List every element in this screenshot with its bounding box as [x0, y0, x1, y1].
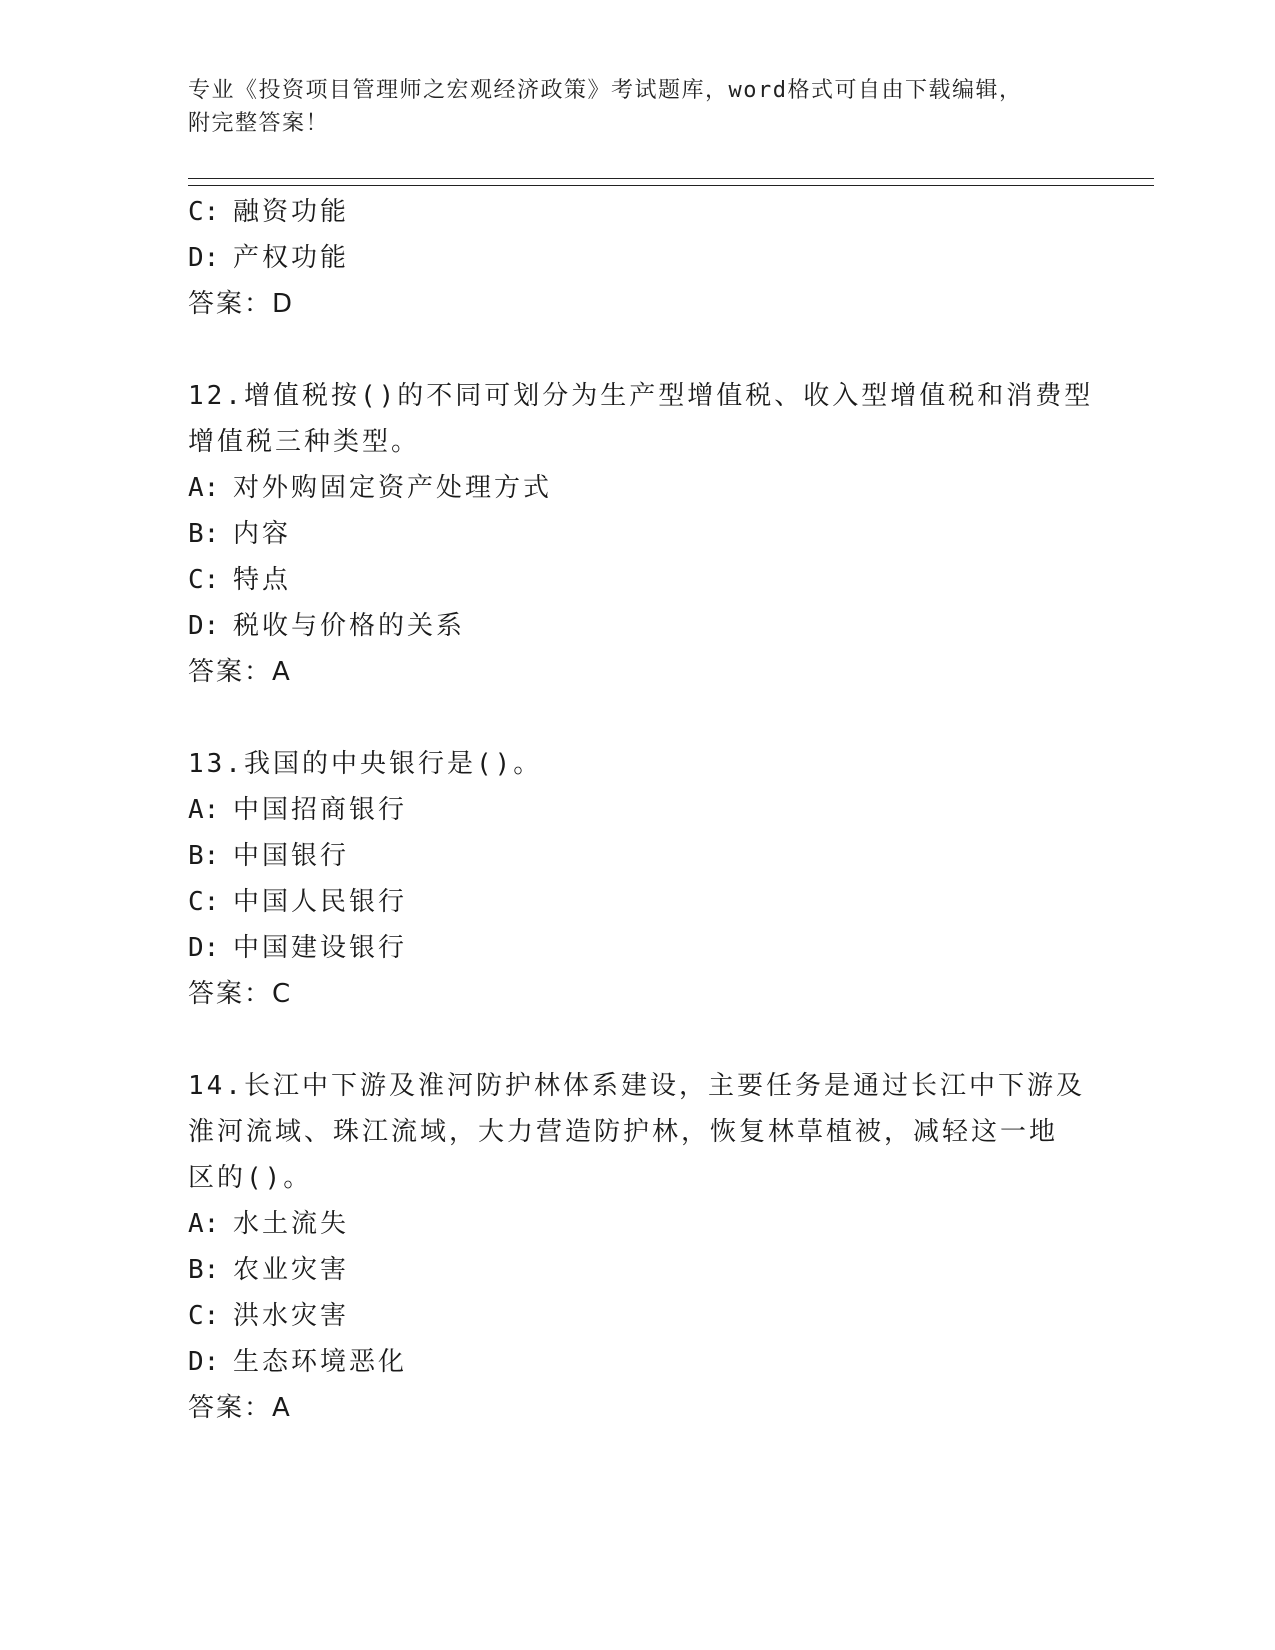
option-letter: D: [188, 933, 220, 963]
option-c [188, 879, 1088, 925]
option-b [188, 1247, 1088, 1293]
option-text: 税收与价格的关系 [233, 611, 466, 641]
question-14 [188, 1063, 1088, 1431]
option-letter: C: [188, 1301, 220, 1331]
option-letter: D: [188, 243, 220, 273]
spacer [188, 1017, 1088, 1063]
option-a [188, 787, 1088, 833]
option-letter: A: [188, 795, 220, 825]
option-text: 生态环境恶化 [233, 1347, 408, 1377]
option-letter: D: [188, 611, 220, 641]
option-text: 特点 [233, 565, 292, 595]
answer-line: 答案：A [188, 1393, 292, 1423]
answer-line: 答案：C [188, 979, 293, 1009]
option-text: 中国银行 [233, 841, 350, 871]
option-text: 内容 [233, 519, 292, 549]
spacer [188, 327, 1088, 373]
option-letter: D: [188, 1347, 220, 1377]
option-text: 产权功能 [233, 243, 350, 273]
option-d [188, 1339, 1088, 1385]
question-list [188, 189, 1094, 1431]
option-text: 洪水灾害 [233, 1301, 350, 1331]
answer-line: 答案：D [188, 289, 295, 319]
question-stem: 区的()。 [188, 1163, 313, 1193]
option-d [188, 235, 1088, 281]
header-line-2: 附完整答案！ [188, 111, 330, 136]
option-letter: A: [188, 1209, 220, 1239]
question-13 [188, 741, 1088, 1017]
option-d [188, 925, 1088, 971]
option-a [188, 465, 1088, 511]
spacer [188, 695, 1088, 741]
question-stem: 增值税三种类型。 [188, 427, 421, 457]
option-letter: B: [188, 1255, 220, 1285]
option-letter: C: [188, 887, 220, 917]
question-12 [188, 373, 1094, 695]
option-c [188, 557, 1088, 603]
answer-line: 答案：A [188, 657, 292, 687]
option-text: 中国招商银行 [233, 795, 408, 825]
page-header [188, 74, 1068, 140]
option-letter: B: [188, 841, 220, 871]
question-11-continued [188, 189, 1088, 327]
question-stem: 12.增值税按()的不同可划分为生产型增值税、收入型增值税和消费型 [188, 381, 1094, 411]
option-text: 农业灾害 [233, 1255, 350, 1285]
header-line-1: 专业《投资项目管理师之宏观经济政策》考试题库，word格式可自由下载编辑， [188, 78, 1023, 103]
option-letter: A: [188, 473, 220, 503]
option-text: 对外购固定资产处理方式 [233, 473, 553, 503]
option-c [188, 189, 1088, 235]
question-stem: 13.我国的中央银行是()。 [188, 749, 543, 779]
option-b [188, 833, 1088, 879]
option-letter: B: [188, 519, 220, 549]
option-text: 中国建设银行 [233, 933, 408, 963]
option-text: 中国人民银行 [233, 887, 408, 917]
question-stem: 淮河流域、珠江流域，大力营造防护林，恢复林草植被，减轻这一地 [188, 1117, 1059, 1147]
option-letter: C: [188, 565, 220, 595]
option-text: 融资功能 [233, 197, 350, 227]
option-text: 水土流失 [233, 1209, 350, 1239]
option-a [188, 1201, 1088, 1247]
option-c [188, 1293, 1088, 1339]
header-divider [188, 178, 1154, 186]
option-letter: C: [188, 197, 220, 227]
option-d [188, 603, 1088, 649]
option-b [188, 511, 1088, 557]
question-stem: 14.长江中下游及淮河防护林体系建设，主要任务是通过长江中下游及 [188, 1071, 1085, 1101]
